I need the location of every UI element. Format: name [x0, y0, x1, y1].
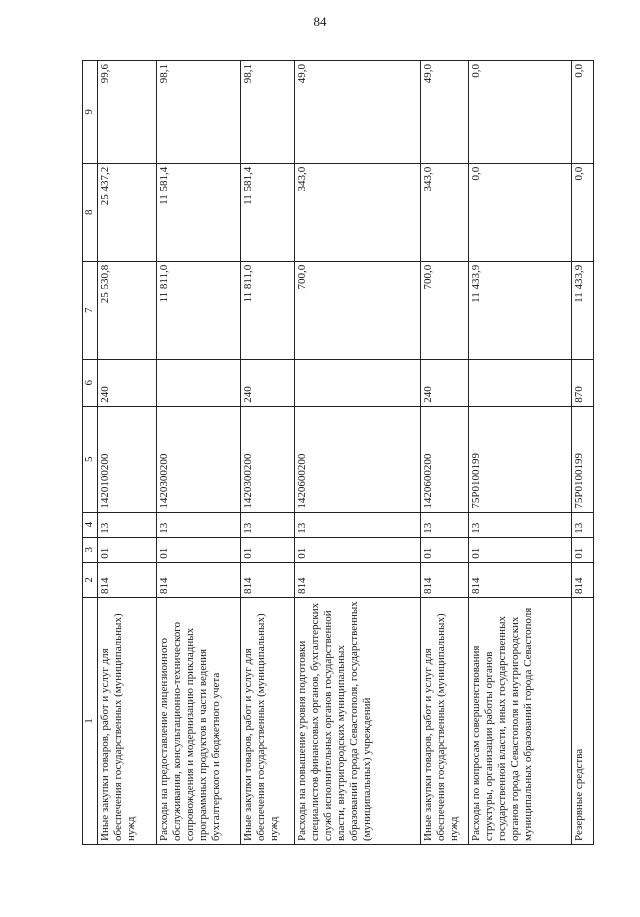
- table-row: [156, 61, 241, 845]
- cell-percent: 0,0: [572, 61, 594, 164]
- cell-target-article: 1420300200: [241, 406, 295, 512]
- cell-ministry: 814: [294, 562, 420, 597]
- cell-section: 01: [241, 537, 295, 562]
- cell-section: 01: [420, 537, 468, 562]
- col-header-6: 6: [83, 359, 98, 406]
- header-row: [83, 61, 98, 845]
- cell-planned: 11 811,0: [241, 261, 295, 359]
- cell-target-article: 1420300200: [156, 406, 241, 512]
- cell-subsection: 13: [241, 512, 295, 537]
- cell-section: 01: [156, 537, 241, 562]
- cell-planned: 11 433,9: [572, 261, 594, 359]
- cell-planned: 11 811,0: [156, 261, 241, 359]
- col-header-2: 2: [83, 562, 98, 597]
- cell-ministry: 814: [241, 562, 295, 597]
- cell-subsection: 13: [420, 512, 468, 537]
- rotated-table-container: [82, 60, 594, 845]
- cell-percent: 98,1: [241, 61, 295, 164]
- page-number: 84: [313, 14, 327, 29]
- cell-executed: 0,0: [572, 163, 594, 261]
- col-header-9: 9: [83, 61, 98, 164]
- row-name: Иные закупки товаров, работ и услуг для обеспечения государственных (муниципальных) нужд: [241, 598, 295, 845]
- col-header-7: 7: [83, 261, 98, 359]
- cell-ministry: 814: [420, 562, 468, 597]
- cell-expense-type: [469, 359, 572, 406]
- row-name: Расходы по вопросам совершенствования структуры, организации работы органов государственной власти, иных государственных органов города Севастополя и внутригородских муниципальных образований города Севастополя: [469, 598, 572, 845]
- cell-ministry: 814: [572, 562, 594, 597]
- cell-expense-type: [156, 359, 241, 406]
- cell-planned: 25 530,8: [98, 261, 157, 359]
- cell-ministry: 814: [469, 562, 572, 597]
- cell-executed: 25 437,2: [98, 163, 157, 261]
- row-name: Расходы на повышение уровня подготовки специалистов финансовых органов, бухгалтерских служб исполнительных органов государственной власти, внутригородских муниципальных образований города Севастополя, государственных (муниципальных) учреждений: [294, 598, 420, 845]
- cell-section: 01: [572, 537, 594, 562]
- cell-subsection: 13: [572, 512, 594, 537]
- table-row: [241, 61, 295, 845]
- cell-executed: 11 581,4: [156, 163, 241, 261]
- cell-target-article: 75Р0100199: [469, 406, 572, 512]
- cell-percent: 99,6: [98, 61, 157, 164]
- cell-executed: 343,0: [420, 163, 468, 261]
- cell-executed: 0,0: [469, 163, 572, 261]
- cell-section: 01: [98, 537, 157, 562]
- cell-expense-type: 240: [98, 359, 157, 406]
- table-row: [98, 61, 157, 845]
- table-row: [572, 61, 594, 845]
- cell-percent: 49,0: [294, 61, 420, 164]
- cell-subsection: 13: [98, 512, 157, 537]
- cell-expense-type: 240: [241, 359, 295, 406]
- cell-planned: 11 433,9: [469, 261, 572, 359]
- row-name: Резервные средства: [572, 598, 594, 845]
- cell-planned: 700,0: [420, 261, 468, 359]
- table-row: [294, 61, 420, 845]
- cell-expense-type: 870: [572, 359, 594, 406]
- cell-target-article: 75Р0100199: [572, 406, 594, 512]
- cell-target-article: 1420600200: [294, 406, 420, 512]
- col-header-4: 4: [83, 512, 98, 537]
- col-header-8: 8: [83, 163, 98, 261]
- row-name: Иные закупки товаров, работ и услуг для обеспечения государственных (муниципальных) нужд: [420, 598, 468, 845]
- cell-executed: 343,0: [294, 163, 420, 261]
- col-header-5: 5: [83, 406, 98, 512]
- cell-percent: 98,1: [156, 61, 241, 164]
- cell-subsection: 13: [294, 512, 420, 537]
- cell-target-article: 1420600200: [420, 406, 468, 512]
- table-row: [420, 61, 468, 845]
- cell-section: 01: [294, 537, 420, 562]
- cell-percent: 0,0: [469, 61, 572, 164]
- cell-expense-type: 240: [420, 359, 468, 406]
- budget-table: [82, 60, 594, 845]
- cell-planned: 700,0: [294, 261, 420, 359]
- cell-subsection: 13: [156, 512, 241, 537]
- row-name: Расходы на предоставление лицензионного обслуживания, консультационно-технического сопровождения и модернизацию прикладных программных продуктов в части ведения бухгалтерского и бюджетного учета: [156, 598, 241, 845]
- row-name: Иные закупки товаров, работ и услуг для обеспечения государственных (муниципальных) нужд: [98, 598, 157, 845]
- cell-section: 01: [469, 537, 572, 562]
- cell-executed: 11 581,4: [241, 163, 295, 261]
- cell-expense-type: [294, 359, 420, 406]
- cell-ministry: 814: [98, 562, 157, 597]
- col-header-3: 3: [83, 537, 98, 562]
- cell-target-article: 1420100200: [98, 406, 157, 512]
- cell-ministry: 814: [156, 562, 241, 597]
- table-row: [469, 61, 572, 845]
- cell-percent: 49,0: [420, 61, 468, 164]
- col-header-1: 1: [83, 598, 98, 845]
- cell-subsection: 13: [469, 512, 572, 537]
